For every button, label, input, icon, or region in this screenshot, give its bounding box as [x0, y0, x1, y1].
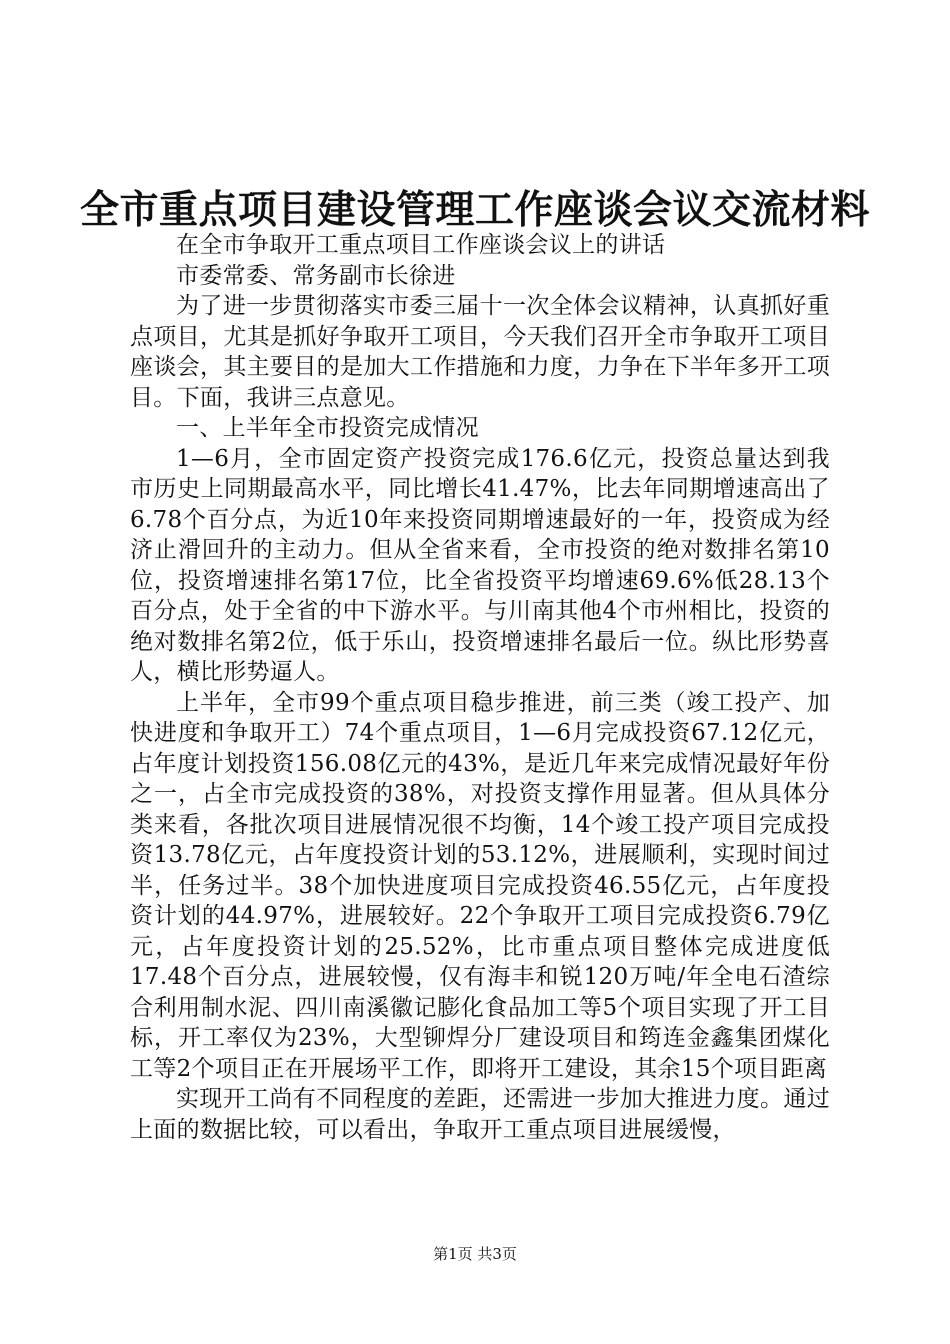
speaker-line: 市委常委、常务副市长徐进 — [176, 262, 456, 289]
body-paragraph: 实现开工尚有不同程度的差距，还需进一步加大推进力度。通过上面的数据比较，可以看出，争取开工重点项目进展缓慢， — [130, 1086, 830, 1143]
document-body — [130, 230, 830, 1145]
speech-heading: 在全市争取开工重点项目工作座谈会议上的讲话 — [176, 232, 666, 258]
section-heading: 一、上半年全市投资完成情况 — [176, 415, 479, 441]
body-paragraph: 上半年，全市99个重点项目稳步推进，前三类（竣工投产、加快进度和争取开工）74个重点项目，1—6月完成投资67.12亿元，占年度计划投资156.08亿元的43%，是近几年来完成情况最好年份之一，占全市完成投资的38%，对投资支撑作用显著。但从具体分类来看，各批次项目进展情况很不均衡，14个竣工投产项目完成投资13.78亿元，占年度投资计划的53.12%，进展顺利，实现时间过半，任务过半。38个加快进度项目完成投资46.55亿元，占年度投资计划的44.97%，进展较好。22个争取开工项目完成投资6.79亿元，占年度投资计划的25.52%，比市重点项目整体完成进度低17.48个百分点，进展较慢，仅有海丰和锐120万吨/年全电石渣综合利用制水泥、四川南溪徽记膨化食品加工等5个项目实现了开工目标，开工率仅为23%，大型铆焊分厂建设项目和筠连金鑫集团煤化工等2个项目正在开展场平工作，即将开工建设，其余15个项目距离 — [130, 689, 830, 1082]
intro-paragraph: 为了进一步贯彻落实市委三届十一次全体会议精神，认真抓好重点项目，尤其是抓好争取开工项目，今天我们召开全市争取开工项目座谈会，其主要目的是加大工作措施和力度，力争在下半年多开工项目。下面，我讲三点意见。 — [130, 293, 830, 411]
page-footer: 第1页 共3页 — [433, 1245, 517, 1263]
body-paragraph: 1—6月，全市固定资产投资完成176.6亿元，投资总量达到我市历史上同期最高水平，同比增长41.47%，比去年同期增速高出了6.78个百分点，为近10年来投资同期增速最好的一年，投资成为经济止滑回升的主动力。但从全省来看，全市投资的绝对数排名第10位，投资增速排名第17位，比全省投资平均增速69.6%低28.13个百分点，处于全省的中下游水平。与川南其他4个市州相比，投资的绝对数排名第2位，低于乐山，投资增速排名最后一位。纵比形势喜人，横比形势逼人。 — [130, 445, 830, 685]
document-title: 全市重点项目建设管理工作座谈会议交流材料 — [79, 187, 870, 233]
